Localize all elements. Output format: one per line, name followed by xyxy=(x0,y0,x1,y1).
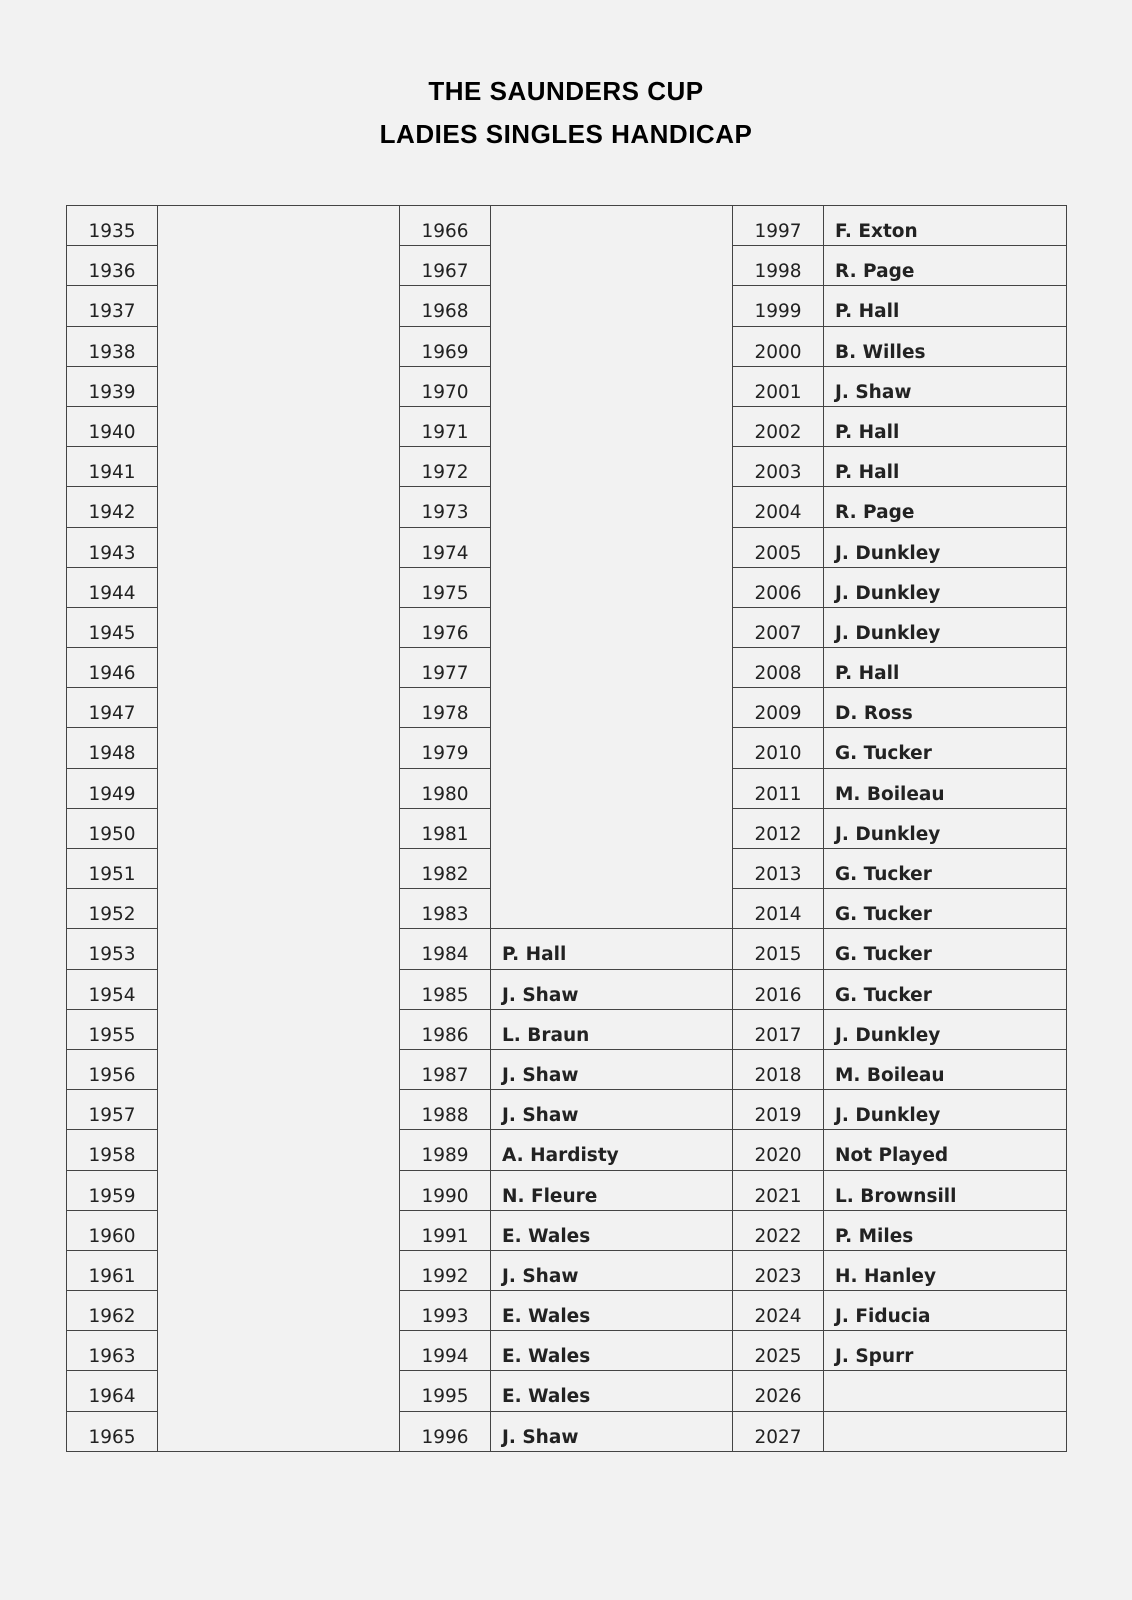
table-row xyxy=(67,970,399,1010)
table-row xyxy=(400,688,732,728)
winner-cell: G. Tucker xyxy=(824,970,1066,1010)
table-row xyxy=(67,1251,399,1291)
table-column xyxy=(67,206,400,1451)
year-cell: 1956 xyxy=(67,1050,158,1090)
table-row xyxy=(733,849,1066,889)
table-row xyxy=(400,447,732,487)
table-row xyxy=(400,889,732,929)
table-row xyxy=(733,688,1066,728)
winner-cell xyxy=(158,1171,399,1211)
winner-cell: E. Wales xyxy=(491,1211,732,1251)
winner-cell xyxy=(491,206,732,246)
winner-cell: R. Page xyxy=(824,246,1066,286)
winner-cell: P. Miles xyxy=(824,1211,1066,1251)
table-row xyxy=(733,809,1066,849)
table-row xyxy=(400,1090,732,1130)
table-row xyxy=(733,1211,1066,1251)
winner-cell: E. Wales xyxy=(491,1291,732,1331)
table-row xyxy=(400,1412,732,1452)
table-row xyxy=(67,1130,399,1170)
winner-cell xyxy=(158,206,399,246)
winner-cell xyxy=(158,1331,399,1371)
table-row xyxy=(733,487,1066,527)
table-row xyxy=(67,206,399,246)
table-row xyxy=(733,608,1066,648)
year-cell: 1974 xyxy=(400,528,491,568)
year-cell: 1935 xyxy=(67,206,158,246)
winner-cell xyxy=(491,528,732,568)
year-cell: 2011 xyxy=(733,769,824,809)
winner-cell: N. Fleure xyxy=(491,1171,732,1211)
winner-cell: P. Hall xyxy=(824,286,1066,326)
table-row xyxy=(400,970,732,1010)
table-row xyxy=(733,929,1066,969)
table-row xyxy=(67,1291,399,1331)
winner-cell: M. Boileau xyxy=(824,769,1066,809)
table-row xyxy=(400,849,732,889)
table-row xyxy=(67,367,399,407)
year-cell: 2008 xyxy=(733,648,824,688)
winner-cell: B. Willes xyxy=(824,327,1066,367)
year-cell: 1950 xyxy=(67,809,158,849)
winner-cell: H. Hanley xyxy=(824,1251,1066,1291)
table-row xyxy=(67,648,399,688)
winner-cell xyxy=(158,1251,399,1291)
winner-cell: J. Shaw xyxy=(491,1090,732,1130)
year-cell: 1973 xyxy=(400,487,491,527)
winner-cell xyxy=(158,1371,399,1411)
winner-cell xyxy=(491,327,732,367)
winner-cell xyxy=(158,568,399,608)
table-row xyxy=(733,286,1066,326)
winner-cell xyxy=(158,849,399,889)
table-row xyxy=(400,487,732,527)
year-cell: 2007 xyxy=(733,608,824,648)
year-cell: 1990 xyxy=(400,1171,491,1211)
year-cell: 1983 xyxy=(400,889,491,929)
year-cell: 2022 xyxy=(733,1211,824,1251)
table-row xyxy=(400,1251,732,1291)
table-row xyxy=(733,889,1066,929)
winner-cell: R. Page xyxy=(824,487,1066,527)
winner-cell: J. Dunkley xyxy=(824,568,1066,608)
table-row xyxy=(67,246,399,286)
table-row xyxy=(400,1171,732,1211)
year-cell: 1947 xyxy=(67,688,158,728)
winner-cell xyxy=(158,809,399,849)
year-cell: 2020 xyxy=(733,1130,824,1170)
year-cell: 1965 xyxy=(67,1412,158,1452)
year-cell: 1980 xyxy=(400,769,491,809)
year-cell: 1952 xyxy=(67,889,158,929)
winner-cell: Not Played xyxy=(824,1130,1066,1170)
year-cell: 1960 xyxy=(67,1211,158,1251)
winner-cell: J. Shaw xyxy=(824,367,1066,407)
table-row xyxy=(67,1412,399,1452)
winner-cell xyxy=(491,648,732,688)
table-row xyxy=(67,286,399,326)
winner-cell xyxy=(491,246,732,286)
year-cell: 1954 xyxy=(67,970,158,1010)
table-row xyxy=(400,246,732,286)
year-cell: 2004 xyxy=(733,487,824,527)
table-row xyxy=(67,809,399,849)
winner-cell: G. Tucker xyxy=(824,889,1066,929)
winner-cell xyxy=(158,528,399,568)
winner-cell xyxy=(158,1130,399,1170)
winner-cell xyxy=(158,286,399,326)
table-row xyxy=(400,528,732,568)
year-cell: 1955 xyxy=(67,1010,158,1050)
table-row xyxy=(67,487,399,527)
table-row xyxy=(67,728,399,768)
year-cell: 1968 xyxy=(400,286,491,326)
winner-cell xyxy=(158,608,399,648)
year-cell: 1943 xyxy=(67,528,158,568)
table-row xyxy=(67,608,399,648)
table-row xyxy=(67,528,399,568)
table-row xyxy=(400,1371,732,1411)
winner-cell xyxy=(491,889,732,929)
year-cell: 2005 xyxy=(733,528,824,568)
year-cell: 1986 xyxy=(400,1010,491,1050)
winner-cell xyxy=(158,1050,399,1090)
year-cell: 1942 xyxy=(67,487,158,527)
table-row xyxy=(733,246,1066,286)
year-cell: 1997 xyxy=(733,206,824,246)
winner-cell xyxy=(158,970,399,1010)
winner-cell: E. Wales xyxy=(491,1371,732,1411)
table-row xyxy=(733,528,1066,568)
year-cell: 2018 xyxy=(733,1050,824,1090)
winner-cell: M. Boileau xyxy=(824,1050,1066,1090)
year-cell: 2000 xyxy=(733,327,824,367)
page-title: THE SAUNDERS CUP xyxy=(428,76,704,106)
winner-cell xyxy=(158,367,399,407)
table-row xyxy=(733,206,1066,246)
year-cell: 1984 xyxy=(400,929,491,969)
year-cell: 1982 xyxy=(400,849,491,889)
winner-cell: A. Hardisty xyxy=(491,1130,732,1170)
winner-cell: L. Brownsill xyxy=(824,1171,1066,1211)
year-cell: 2002 xyxy=(733,407,824,447)
table-row xyxy=(67,1171,399,1211)
year-cell: 2003 xyxy=(733,447,824,487)
year-cell: 2016 xyxy=(733,970,824,1010)
year-cell: 1962 xyxy=(67,1291,158,1331)
table-row xyxy=(67,769,399,809)
winner-cell xyxy=(491,407,732,447)
table-row xyxy=(733,568,1066,608)
table-row xyxy=(400,286,732,326)
table-row xyxy=(400,1130,732,1170)
year-cell: 1951 xyxy=(67,849,158,889)
table-row xyxy=(733,1171,1066,1211)
table-row xyxy=(67,327,399,367)
winner-cell xyxy=(158,447,399,487)
table-row xyxy=(733,1291,1066,1331)
table-row xyxy=(67,849,399,889)
table-row xyxy=(733,728,1066,768)
table-row xyxy=(400,1010,732,1050)
winner-cell xyxy=(158,1010,399,1050)
table-row xyxy=(733,1412,1066,1452)
year-cell: 1979 xyxy=(400,728,491,768)
year-cell: 2021 xyxy=(733,1171,824,1211)
year-cell: 1976 xyxy=(400,608,491,648)
winner-cell xyxy=(824,1371,1066,1411)
table-row xyxy=(400,648,732,688)
winner-cell xyxy=(158,648,399,688)
table-row xyxy=(400,568,732,608)
table-row xyxy=(67,929,399,969)
year-cell: 1941 xyxy=(67,447,158,487)
year-cell: 2009 xyxy=(733,688,824,728)
table-row xyxy=(400,728,732,768)
table-row xyxy=(733,367,1066,407)
winner-cell: J. Dunkley xyxy=(824,608,1066,648)
table-row xyxy=(67,1371,399,1411)
winner-cell xyxy=(158,1291,399,1331)
winner-cell: G. Tucker xyxy=(824,849,1066,889)
year-cell: 2019 xyxy=(733,1090,824,1130)
table-row xyxy=(733,648,1066,688)
year-cell: 1961 xyxy=(67,1251,158,1291)
winner-cell: D. Ross xyxy=(824,688,1066,728)
winner-cell xyxy=(491,367,732,407)
winner-cell xyxy=(158,246,399,286)
year-cell: 1964 xyxy=(67,1371,158,1411)
table-row xyxy=(67,447,399,487)
winner-cell: P. Hall xyxy=(824,447,1066,487)
year-cell: 2017 xyxy=(733,1010,824,1050)
year-cell: 1989 xyxy=(400,1130,491,1170)
year-cell: 1945 xyxy=(67,608,158,648)
table-row xyxy=(400,206,732,246)
year-cell: 1966 xyxy=(400,206,491,246)
table-row xyxy=(67,1050,399,1090)
winner-cell: J. Shaw xyxy=(491,1251,732,1291)
year-cell: 1977 xyxy=(400,648,491,688)
winner-cell xyxy=(491,568,732,608)
table-column xyxy=(733,206,1066,1451)
winner-cell xyxy=(158,929,399,969)
table-row xyxy=(400,1050,732,1090)
year-cell: 1938 xyxy=(67,327,158,367)
year-cell: 1958 xyxy=(67,1130,158,1170)
table-row xyxy=(400,327,732,367)
year-cell: 1939 xyxy=(67,367,158,407)
table-row xyxy=(733,1251,1066,1291)
winner-cell: J. Dunkley xyxy=(824,1090,1066,1130)
year-cell: 2014 xyxy=(733,889,824,929)
winner-cell: G. Tucker xyxy=(824,728,1066,768)
table-row xyxy=(733,327,1066,367)
winner-cell xyxy=(158,688,399,728)
table-row xyxy=(733,1090,1066,1130)
winner-cell xyxy=(491,688,732,728)
winner-cell: L. Braun xyxy=(491,1010,732,1050)
year-cell: 1971 xyxy=(400,407,491,447)
winner-cell xyxy=(158,407,399,447)
table-row xyxy=(400,769,732,809)
table-row xyxy=(67,889,399,929)
table-row xyxy=(400,809,732,849)
year-cell: 1998 xyxy=(733,246,824,286)
year-cell: 2012 xyxy=(733,809,824,849)
year-cell: 1937 xyxy=(67,286,158,326)
table-row xyxy=(67,1331,399,1371)
year-cell: 1975 xyxy=(400,568,491,608)
winner-cell xyxy=(491,447,732,487)
winner-cell: F. Exton xyxy=(824,206,1066,246)
year-cell: 1987 xyxy=(400,1050,491,1090)
table-row xyxy=(67,1010,399,1050)
year-cell: 2025 xyxy=(733,1331,824,1371)
winner-cell: J. Spurr xyxy=(824,1331,1066,1371)
winner-cell xyxy=(158,1090,399,1130)
winner-cell xyxy=(491,769,732,809)
winner-cell xyxy=(491,286,732,326)
year-cell: 1957 xyxy=(67,1090,158,1130)
table-column xyxy=(400,206,733,1451)
table-row xyxy=(67,1211,399,1251)
winner-cell xyxy=(158,769,399,809)
page-subtitle: LADIES SINGLES HANDICAP xyxy=(379,119,753,149)
year-cell: 2027 xyxy=(733,1412,824,1452)
year-cell: 1996 xyxy=(400,1412,491,1452)
year-cell: 1936 xyxy=(67,246,158,286)
table-row xyxy=(400,929,732,969)
winner-cell: J. Fiducia xyxy=(824,1291,1066,1331)
year-cell: 2001 xyxy=(733,367,824,407)
winner-cell: P. Hall xyxy=(824,407,1066,447)
winner-cell: E. Wales xyxy=(491,1331,732,1371)
year-cell: 1988 xyxy=(400,1090,491,1130)
winner-cell: J. Dunkley xyxy=(824,528,1066,568)
year-cell: 1953 xyxy=(67,929,158,969)
winner-cell: J. Shaw xyxy=(491,1050,732,1090)
year-cell: 1994 xyxy=(400,1331,491,1371)
year-cell: 1949 xyxy=(67,769,158,809)
winner-cell xyxy=(158,889,399,929)
year-cell: 1970 xyxy=(400,367,491,407)
winner-cell xyxy=(491,487,732,527)
winner-cell xyxy=(158,728,399,768)
year-cell: 1995 xyxy=(400,1371,491,1411)
table-row xyxy=(67,688,399,728)
table-row xyxy=(733,769,1066,809)
winner-cell: J. Dunkley xyxy=(824,809,1066,849)
year-cell: 1991 xyxy=(400,1211,491,1251)
year-cell: 1948 xyxy=(67,728,158,768)
winners-table xyxy=(66,205,1067,1452)
year-cell: 1985 xyxy=(400,970,491,1010)
year-cell: 2006 xyxy=(733,568,824,608)
year-cell: 2023 xyxy=(733,1251,824,1291)
year-cell: 2026 xyxy=(733,1371,824,1411)
table-row xyxy=(733,1331,1066,1371)
table-row xyxy=(733,970,1066,1010)
winner-cell: G. Tucker xyxy=(824,929,1066,969)
table-row xyxy=(733,1010,1066,1050)
winner-cell xyxy=(158,327,399,367)
winner-cell xyxy=(158,487,399,527)
winner-cell xyxy=(158,1211,399,1251)
winner-cell: P. Hall xyxy=(824,648,1066,688)
winner-cell xyxy=(158,1412,399,1452)
winner-cell xyxy=(491,849,732,889)
year-cell: 2015 xyxy=(733,929,824,969)
table-row xyxy=(400,407,732,447)
winner-cell xyxy=(491,728,732,768)
table-row xyxy=(733,1130,1066,1170)
table-row xyxy=(67,568,399,608)
year-cell: 1981 xyxy=(400,809,491,849)
table-row xyxy=(400,1211,732,1251)
year-cell: 2024 xyxy=(733,1291,824,1331)
winner-cell xyxy=(491,809,732,849)
table-row xyxy=(400,1331,732,1371)
table-row xyxy=(400,1291,732,1331)
table-row xyxy=(733,447,1066,487)
year-cell: 1992 xyxy=(400,1251,491,1291)
table-row xyxy=(67,1090,399,1130)
table-row xyxy=(67,407,399,447)
year-cell: 2010 xyxy=(733,728,824,768)
table-row xyxy=(733,1050,1066,1090)
winner-cell: J. Dunkley xyxy=(824,1010,1066,1050)
year-cell: 1972 xyxy=(400,447,491,487)
year-cell: 1940 xyxy=(67,407,158,447)
year-cell: 1946 xyxy=(67,648,158,688)
year-cell: 1993 xyxy=(400,1291,491,1331)
table-row xyxy=(400,367,732,407)
year-cell: 1959 xyxy=(67,1171,158,1211)
winner-cell: J. Shaw xyxy=(502,1426,579,1448)
winner-cell xyxy=(824,1412,1066,1452)
year-cell: 1969 xyxy=(400,327,491,367)
winner-cell xyxy=(491,608,732,648)
table-row xyxy=(733,407,1066,447)
winner-cell: P. Hall xyxy=(491,929,732,969)
year-cell: 1944 xyxy=(67,568,158,608)
year-cell: 1963 xyxy=(67,1331,158,1371)
document-header xyxy=(0,70,1132,156)
year-cell: 2013 xyxy=(733,849,824,889)
year-cell: 1978 xyxy=(400,688,491,728)
year-cell: 1999 xyxy=(733,286,824,326)
winner-cell: J. Shaw xyxy=(491,970,732,1010)
year-cell: 1967 xyxy=(400,246,491,286)
table-row xyxy=(733,1371,1066,1411)
table-row xyxy=(400,608,732,648)
